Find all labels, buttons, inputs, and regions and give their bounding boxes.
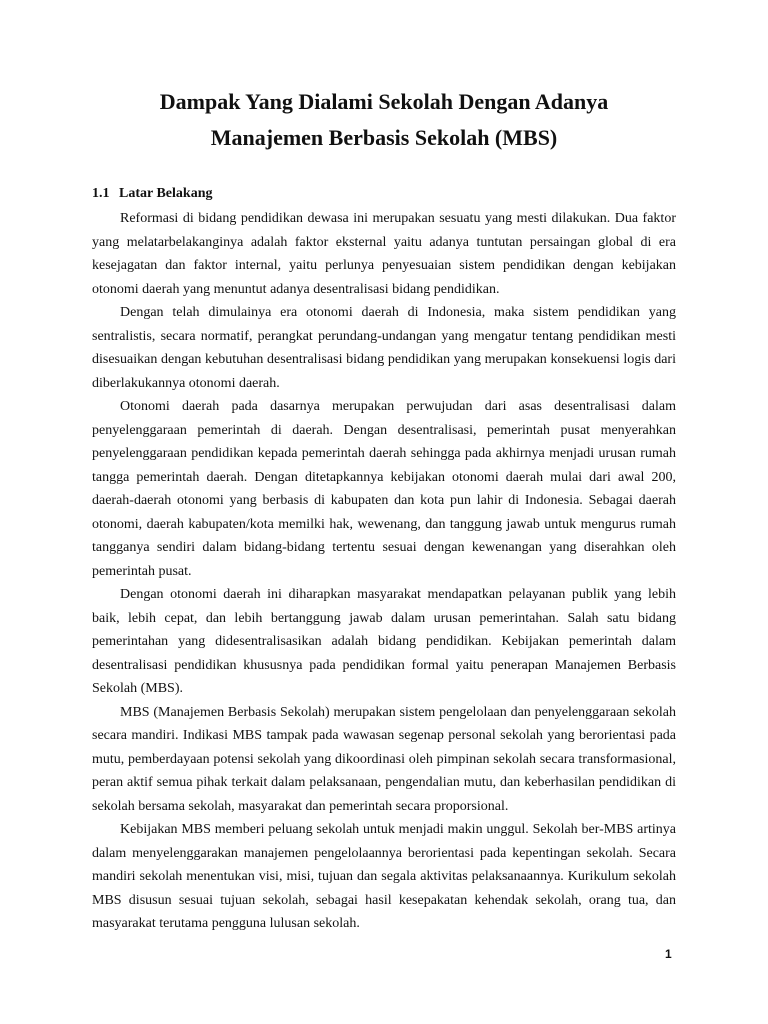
body-text: [92, 207, 676, 936]
paragraph: Dengan otonomi daerah ini diharapkan masyarakat mendapatkan pelayanan publik yang lebih baik, lebih cepat, dan lebih bertanggung jawab dalam urusan pemerintahan. Salah satu bidang pemerintahan yang didesentralisasikan adalah bidang pendidikan. Kebijakan pemerintah dalam desentralisasi pendidikan khususnya pada pendidikan formal yaitu penerapan Manajemen Berbasis Sekolah (MBS).: [92, 587, 676, 696]
section-heading: [92, 185, 212, 203]
paragraph: Reformasi di bidang pendidikan dewasa ini merupakan sesuatu yang mesti dilakukan. Dua faktor yang melatarbelakanginya adalah faktor eksternal yaitu adanya tuntutan persaingan global di era kesejagatan dan faktor internal, yaitu perlunya penyesuaian sistem pendidikan dengan kebijakan otonomi daerah yang menuntut adanya desentralisasi bidang pendidikan.: [92, 211, 676, 297]
document-title-line-1: Dampak Yang Dialami Sekolah Dengan Adanya: [159, 89, 609, 114]
paragraph: Kebijakan MBS memberi peluang sekolah untuk menjadi makin unggul. Sekolah ber-MBS artinya dalam menyelenggarakan manajemen pengelolaannya berorientasi pada kepentingan sekolah. Secara mandiri sekolah menentukan visi, misi, tujuan dan segala aktivitas pelaksanaannya. Kurikulum sekolah MBS disusun sesuai tujuan sekolah, sebagai hasil kesepakatan kehendak sekolah, orang tua, dan masyarakat terutama pengguna lulusan sekolah.: [92, 822, 676, 931]
section-number: 1.1: [92, 186, 110, 201]
paragraph: Dengan telah dimulainya era otonomi daerah di Indonesia, maka sistem pendidikan yang sentralistis, secara normatif, perangkat perundang-undangan yang mengatur tentang pendidikan mesti disesuaikan dengan kebutuhan desentralisasi bidang pendidikan yang merupakan konsekuensi logis dari diberlakukannya otonomi daerah.: [92, 305, 676, 391]
paragraph: Otonomi daerah pada dasarnya merupakan perwujudan dari asas desentralisasi dalam penyelenggaraan pemerintah di daerah. Dengan desentralisasi, pemerintah pusat menyerahkan penyelenggaraan pendidikan kepada pemerintah daerah sehingga pada akhirnya menjadi urusan rumah tangga pemerintah daerah. Dengan ditetapkannya kebijakan otonomi daerah mulai dari awal 200, daerah-daerah otonomi yang berbasis di kabupaten dan kota pun lahir di Indonesia. Sebagai daerah otonomi, daerah kabupaten/kota memilki hak, wewenang, dan tanggung jawab untuk mengurus rumah tangganya sendiri dalam bidang-bidang tertentu sesuai dengan kewenangan yang diserahkan oleh pemerintah pusat.: [92, 399, 676, 579]
document-title-line-2: Manajemen Berbasis Sekolah (MBS): [210, 125, 558, 150]
page-number: 1: [665, 947, 672, 961]
section-title: Latar Belakang: [119, 186, 213, 201]
paragraph: MBS (Manajemen Berbasis Sekolah) merupakan sistem pengelolaan dan penyelenggaraan sekolah secara mandiri. Indikasi MBS tampak pada wawasan segenap personal sekolah yang berorientasi pada mutu, pemberdayaan potensi sekolah yang dikoordinasi oleh pimpinan sekolah secara transformasional, peran aktif semua pihak terkait dalam pelaksanaan, pengendalian mutu, dan keberhasilan pendidikan di sekolah bersama sekolah, masyarakat dan pemerintah secara proporsional.: [92, 704, 676, 814]
